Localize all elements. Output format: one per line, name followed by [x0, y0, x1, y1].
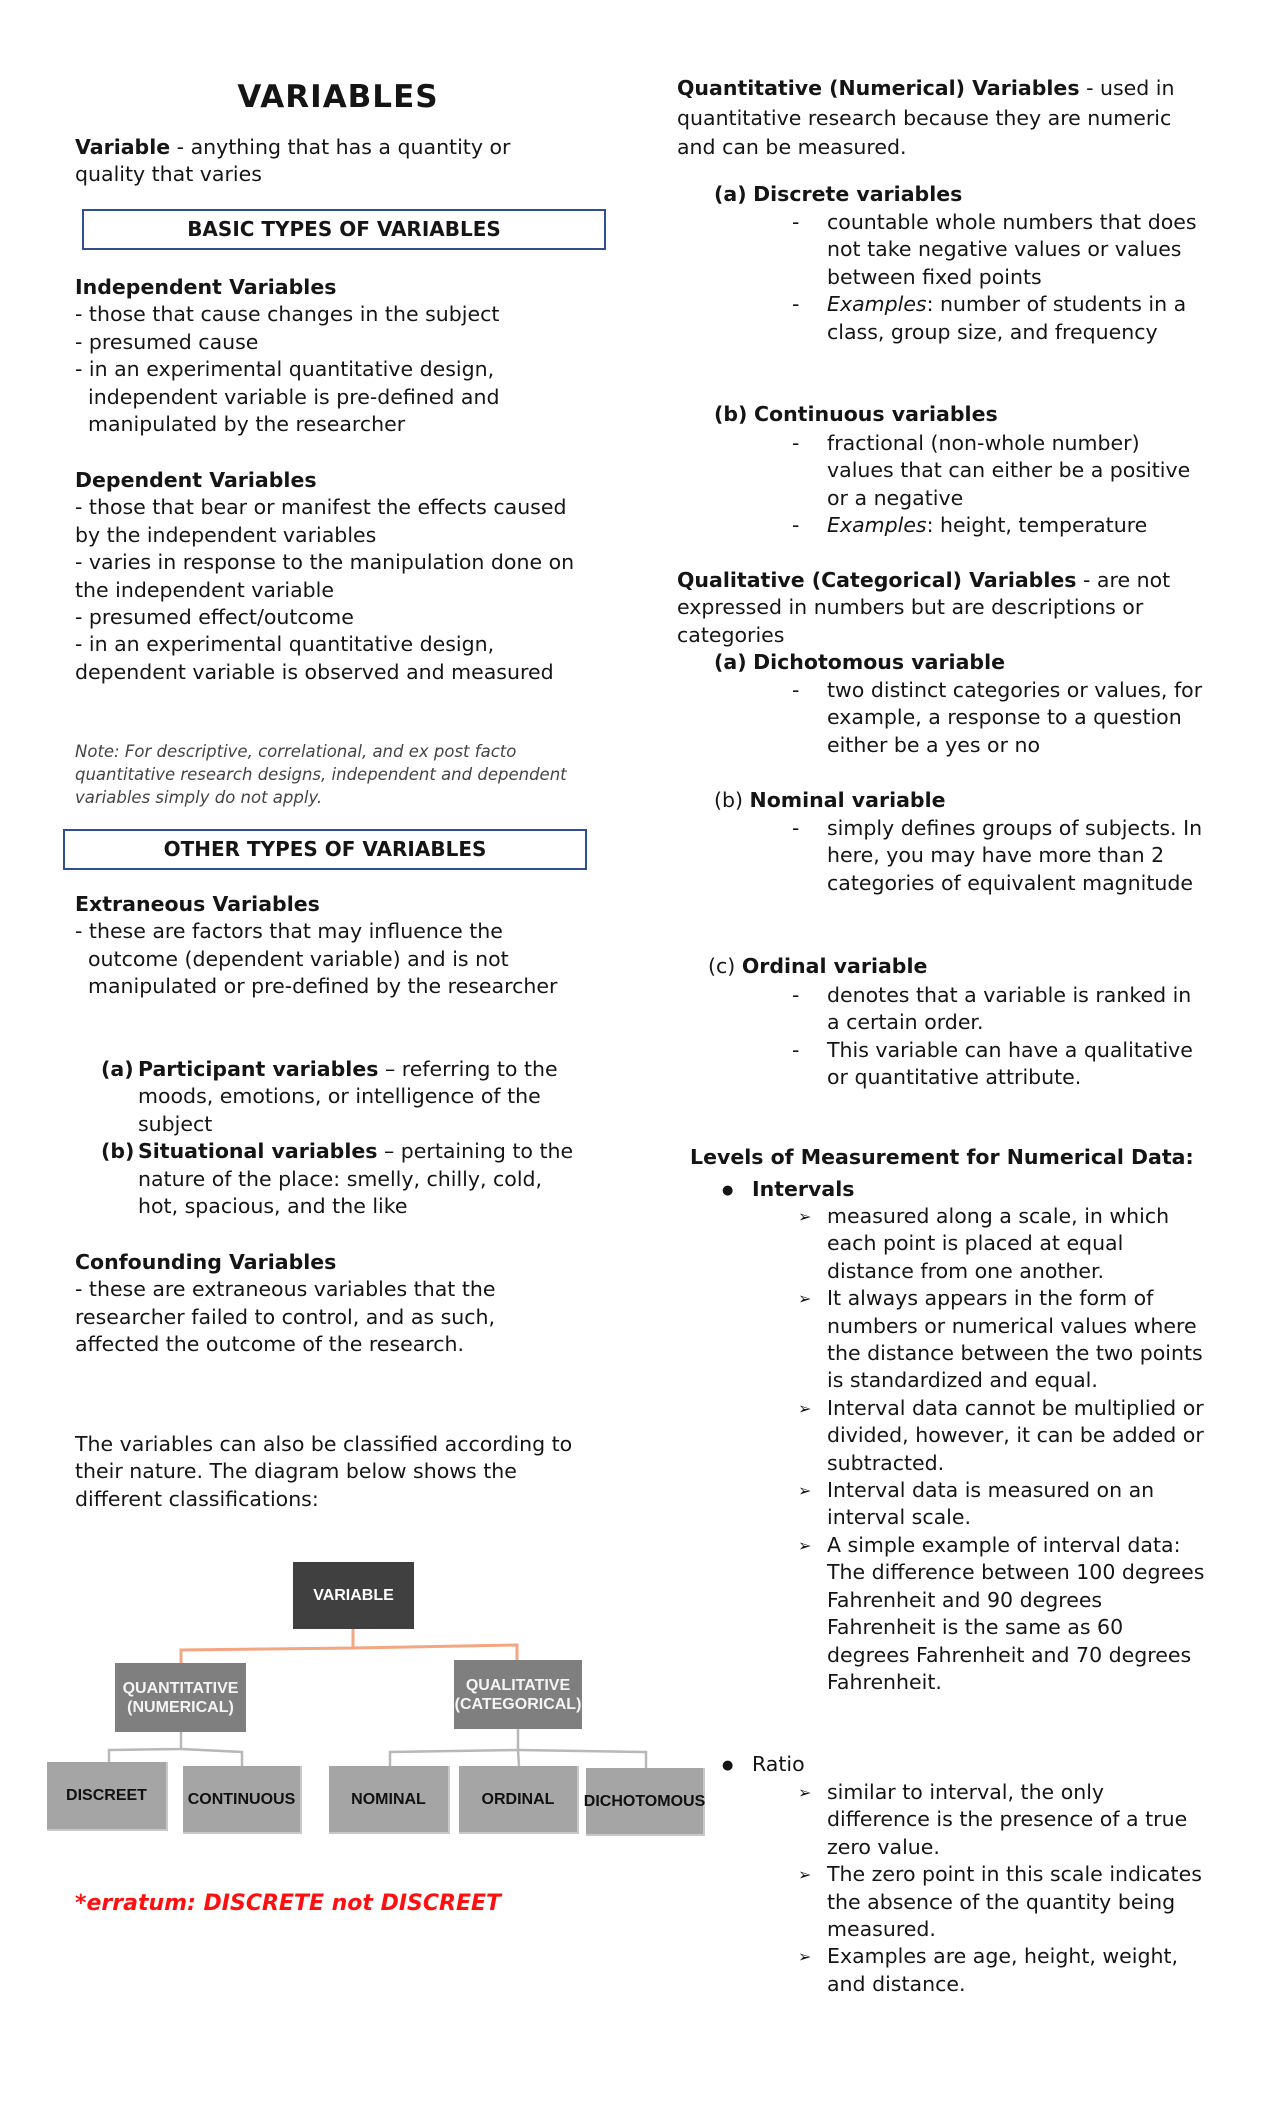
list-item: - varies in response to the manipulation done on the independent variable [75, 550, 575, 602]
diagram-node-discreet: DISCREET [47, 1762, 168, 1831]
levels-heading-text: Levels of Measurement for Numerical Data: [690, 1145, 1194, 1169]
dependent-heading: Dependent Variables [75, 468, 317, 492]
list-item [792, 677, 1205, 759]
continuous-label: Continuous variables [753, 402, 998, 426]
item-text: two distinct categories or values, for example, a response to a question either be a yes or no [827, 678, 1203, 757]
confounding-heading: Confounding Variables [75, 1250, 337, 1274]
list-item [798, 1532, 1208, 1696]
item-text: countable whole numbers that does not take negative values or values between fixed points [827, 210, 1197, 289]
dash-marker: - [792, 678, 800, 702]
item-text: Examples are age, height, weight, and distance. [827, 1944, 1179, 1996]
arrow-icon: ➢ [798, 1481, 812, 1501]
bullet-icon: ● [722, 1183, 734, 1198]
list-item [798, 1395, 1208, 1477]
item-text: A simple example of interval data: The difference between 100 degrees Fahrenheit and 90 degrees Fahrenheit is the same as 60 degrees Fahrenheit and 70 degrees Fahrenheit. [827, 1532, 1205, 1694]
list-item: - presumed effect/outcome [75, 605, 354, 630]
continuous-list [792, 430, 1205, 540]
list-item [798, 1203, 1208, 1285]
quantitative-definition [677, 74, 1202, 163]
dash-marker: - [792, 292, 800, 317]
list-item [798, 1861, 1208, 1943]
list-item: - in an experimental quantitative design, independent variable is pre-defined and manipulated by the researcher [75, 357, 500, 437]
dash-marker: - [792, 983, 800, 1007]
item-text: fractional (non-whole number) values that can either be a positive or a negative [827, 431, 1191, 510]
connector-qual [518, 1750, 519, 1766]
confounding-text: - these are extraneous variables that the researcher failed to control, and as such, affected the outcome of the research. [75, 1277, 496, 1357]
diagram-node-variable: VARIABLE [293, 1562, 414, 1629]
ratio-list [798, 1779, 1208, 1998]
diagram-node-dichotomous: DICHOTOMOUS [586, 1768, 705, 1836]
dash-marker: - [792, 210, 800, 234]
item-text: measured along a scale, in which each point is placed at equal distance from one another. [827, 1204, 1170, 1283]
intervals-heading [722, 1176, 1202, 1204]
ordinal-label: Ordinal variable [741, 954, 928, 978]
arrow-icon: ➢ [798, 1865, 812, 1885]
quantitative-text: - used in quantitative research because they are numeric and can be measured. [677, 76, 1175, 159]
classification-text: The variables can also be classified according to their nature. The diagram below shows the different classifications: [75, 1432, 573, 1511]
note: Note: For descriptive, correlational, and ex post facto quantitative research designs, independent and dependent variables simply do not apply. [75, 742, 567, 807]
list-item [798, 1285, 1208, 1395]
participant-text: – referring to the moods, emotions, or intelligence of the subject [138, 1057, 558, 1136]
diagram-node-continuous: CONTINUOUS [183, 1766, 302, 1834]
situational-term: Situational variables [138, 1139, 378, 1164]
list-marker: (a) [714, 650, 747, 674]
ordinal-list [792, 982, 1205, 1092]
list-marker: (b) [714, 788, 744, 812]
example-label: Examples [827, 292, 927, 317]
dash-marker: - [792, 513, 800, 538]
dichotomous-label: Dichotomous variable [753, 650, 1006, 674]
diagram-node-nominal: NOMINAL [329, 1766, 450, 1834]
connector-qual [390, 1729, 518, 1766]
diagram-node-qualitative: QUALITATIVE (CATEGORICAL) [454, 1660, 582, 1729]
item-text: It always appears in the form of numbers or numerical values where the distance between the two points is standardized and equal. [827, 1286, 1203, 1393]
list-item [792, 512, 1205, 539]
nominal-list [792, 815, 1205, 897]
ordinal-heading [708, 953, 1208, 980]
arrow-icon: ➢ [798, 1783, 812, 1802]
dash-marker: - [792, 1037, 800, 1062]
extraneous-heading: Extraneous Variables [75, 892, 320, 916]
list-item: - in an experimental quantitative design, dependent variable is observed and measured [75, 632, 554, 684]
nominal-heading [714, 787, 1214, 814]
item-text: Interval data is measured on an interval scale. [827, 1478, 1155, 1530]
arrow-icon: ➢ [798, 1289, 812, 1309]
connector-quant [181, 1749, 242, 1766]
erratum-note: *erratum: DISCRETE not DISCREET [75, 1891, 502, 1916]
situational-text: – pertaining to the nature of the place: smelly, chilly, cold, hot, spacious, and the like [138, 1139, 574, 1219]
list-item: - presumed cause [75, 329, 259, 354]
list-item [798, 1477, 1208, 1532]
dash-marker: - [792, 816, 800, 840]
ratio-heading [722, 1751, 1202, 1779]
basic-types-header: BASIC TYPES OF VARIABLES [82, 209, 606, 250]
connector-quant [109, 1732, 181, 1762]
diagram-node-ordinal: ORDINAL [459, 1766, 579, 1834]
extraneous-text: - these are factors that may influence the outcome (dependent variable) and is not manipulated or pre-defined by the researcher [75, 919, 558, 999]
list-item [792, 982, 1205, 1037]
continuous-heading [714, 401, 1214, 428]
list-item [792, 1037, 1205, 1092]
list-item [792, 291, 1205, 346]
item-text: simply defines groups of subjects. In here, you may have more than 2 categories of equivalent magnitude [827, 816, 1203, 895]
independent-heading: Independent Variables [75, 275, 337, 299]
list-item: - those that bear or manifest the effects caused by the independent variables [75, 495, 567, 547]
example-label: Examples [827, 513, 927, 538]
levels-heading [690, 1144, 1230, 1171]
arrow-icon: ➢ [798, 1398, 812, 1418]
discrete-label: Discrete variables [753, 182, 963, 206]
qualitative-text: - are not expressed in numbers but are descriptions or categories [677, 568, 1171, 647]
list-marker: (b) [714, 402, 748, 426]
diagram-node-quantitative: QUANTITATIVE (NUMERICAL) [115, 1663, 246, 1732]
list-marker: (a) [714, 182, 747, 206]
dash-marker: - [792, 431, 800, 455]
qualitative-definition [677, 567, 1207, 649]
item-text: The zero point in this scale indicates the absence of the quantity being measured. [827, 1862, 1202, 1942]
list-marker: (c) [708, 954, 736, 978]
ratio-label: Ratio [752, 1752, 805, 1776]
qualitative-term: Qualitative (Categorical) Variables [677, 568, 1077, 592]
participant-term: Participant variables [138, 1057, 379, 1081]
definition-term: Variable [75, 135, 171, 159]
list-marker: (b) [101, 1139, 135, 1164]
other-types-header: OTHER TYPES OF VARIABLES [63, 829, 587, 870]
nominal-label: Nominal variable [749, 788, 946, 812]
item-text: : height, temperature [926, 513, 1148, 538]
connector-root [181, 1629, 353, 1663]
list-item [798, 1943, 1208, 1998]
intervals-label: Intervals [752, 1177, 855, 1201]
discrete-list [792, 209, 1205, 346]
list-item [798, 1779, 1208, 1861]
list-marker: (a) [101, 1057, 134, 1081]
dichotomous-list [792, 677, 1205, 759]
page-title: VARIABLES [237, 79, 439, 115]
arrow-icon: ➢ [798, 1947, 812, 1967]
item-text: denotes that a variable is ranked in a certain order. [827, 983, 1192, 1035]
quantitative-term: Quantitative (Numerical) Variables [677, 76, 1080, 100]
item-text: similar to interval, the only difference is the presence of a true zero value. [827, 1780, 1188, 1859]
bullet-icon: ● [722, 1758, 734, 1773]
dichotomous-heading [714, 649, 1214, 676]
definition-text: - anything that has a quantity or quality that varies [75, 135, 511, 187]
list-item [792, 430, 1205, 512]
arrow-icon: ➢ [798, 1207, 812, 1226]
item-text: This variable can have a qualitative or quantitative attribute. [827, 1037, 1193, 1090]
connector-root [353, 1645, 517, 1660]
discrete-heading [714, 181, 1214, 208]
item-text: Interval data cannot be multiplied or divided, however, it can be added or subtracted. [827, 1395, 1204, 1475]
list-item: - those that cause changes in the subject [75, 302, 500, 327]
list-item [792, 815, 1205, 897]
arrow-icon: ➢ [798, 1535, 812, 1555]
list-item [792, 209, 1205, 291]
intervals-list [798, 1203, 1208, 1696]
item-text: : number of students in a class, group size, and frequency [827, 292, 1187, 344]
